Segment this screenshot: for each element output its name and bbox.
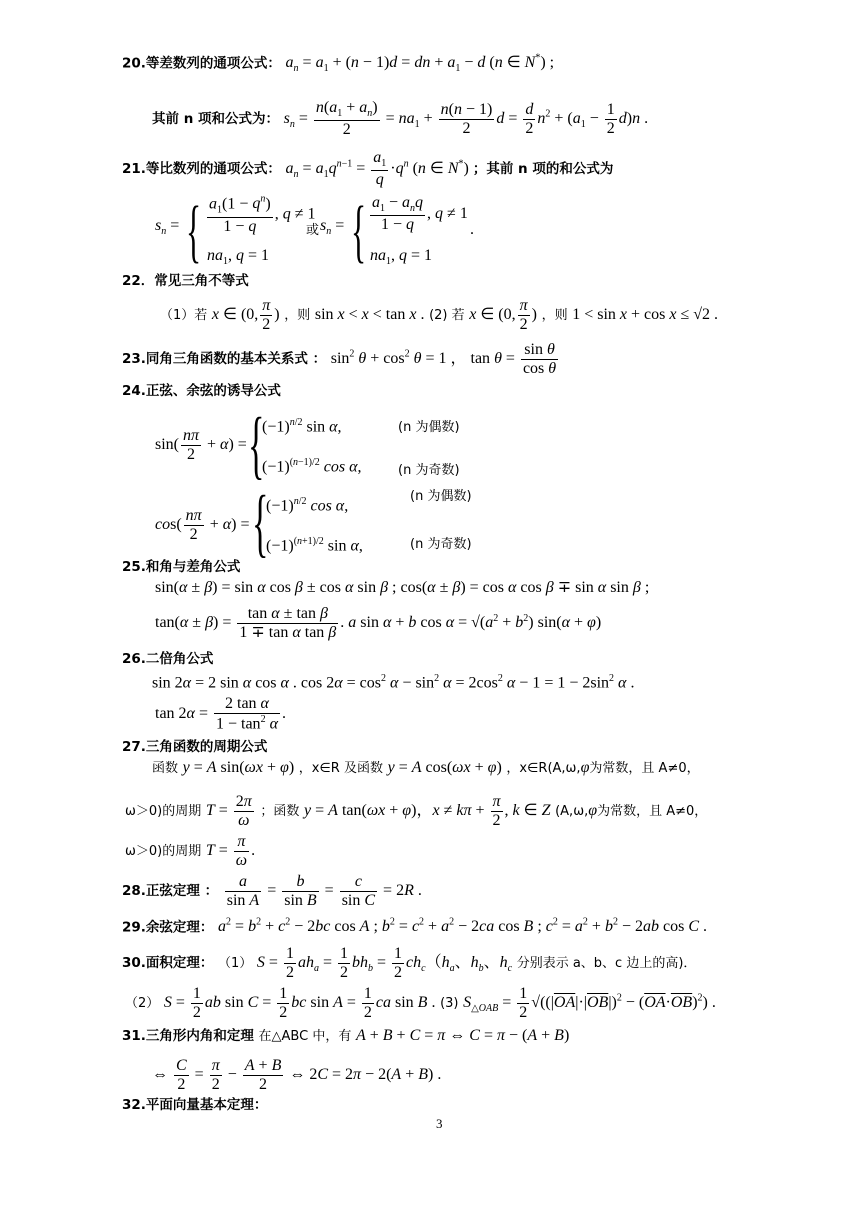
formula-double-angle: sin 2α = 2 sin α cos α . $\cos 2\alpha = \cos^2 \alpha - \sin^2 \alpha = 2\cos^2$ $\alpha - 1 = 1 - 2\sin^2$ α . — [152, 673, 635, 692]
formula-induction-cos: cos( $\frac{n\pi}{2}$ + α) = — [155, 507, 250, 543]
formula-sum-angle-tan: tan(α ± β) = $\frac{\text{tan α ± tan β}}{\text{1 ∓ tan α tan β}}$ . a sin α + b $\cos \alpha = √(a^2 + b^2) \sin(\alpha + \varphi)$ — [155, 605, 602, 641]
cos-odd-case: $(-1)^{(n+1)/2}$ sin α, — [266, 536, 363, 555]
brace-left: { — [252, 481, 269, 565]
item-27-label: 27.三角函数的周期公式 — [122, 739, 268, 755]
item-31-text: 在△ABC 中，有 — [258, 1029, 352, 1044]
formula-induction-sin: sin( $\frac{n\pi}{2}$ + α) = — [155, 427, 247, 463]
item-21-label: 21.等比数列的通项公式： — [122, 160, 281, 177]
item-30: 30.面积定理： （1） S = $\frac{1}{2}$ $ah_a$ = $\frac{1}{2}$ $bh_b$ = $\frac{1}{2}$ $ch_c(h_a$、$h_b$、$h_c$ 分别表示 a、b、c 边上的高)． — [122, 945, 697, 981]
item-28: 28.正弦定理 ： $\frac{a}{\text{sin A}}$ = $\frac{b}{\text{sin B}}$ = $\frac{c}{\text{sin C}}$ = 2R . — [122, 873, 422, 909]
item-22-body: （1）若 x ∈ (0, $\frac{\pi}{2}$ ) ，则 sin x < x < tan x . (2) 若 x ∈ (0, $\frac{\pi}{2}$ ) ，则 1 < sin x + cos x ≤ √2 . — [160, 297, 719, 333]
item-27-line1: 函数 y = A sin(ωx + φ) ，x∈R 及函数 y = A cos(ωx + φ) ，x∈R(A,ω,φ为常数，且 A≠0， — [152, 759, 700, 776]
geo-case-4: $na_1$, q = 1 — [370, 247, 433, 268]
note-even-2: (n 为偶数) — [410, 489, 472, 504]
item-24 — [122, 384, 281, 399]
item-31-label: 31.三角形内角和定理 — [122, 1028, 254, 1044]
period: . — [470, 221, 474, 238]
p3: (3) — [440, 996, 459, 1012]
formula-sum-angle-sin-cos: sin(α ± β) = sin α cos β ± cos α sin β ; cos(α ± β) = cos α cos β ∓ sin α sin β ; — [155, 579, 650, 596]
item-27-line2: ω＞0)的周期 T = $\frac{2\pi}{\omega}$ ；函数 y = A tan(ωx + φ)，x ≠ kπ + $\frac{\pi}{2}$ , k ∈ Z (A,ω,φ为常数，且 A≠0， — [125, 793, 708, 829]
item-32-label: 32.平面向量基本定理： — [122, 1097, 268, 1113]
item-23-label: 23.同角三角函数的基本关系式 ： — [122, 351, 327, 368]
p1: （1） — [218, 956, 253, 972]
formula-arith-general: $a_n = a_1 + (n - 1)d$ = dn + $a_1 - d$ (n ∈ N*) ; — [285, 53, 555, 75]
geo-case-3: $\frac{a_1 - a_nq}{1 - q}$ , q ≠ 1 — [372, 194, 468, 234]
item-22-label: 22．常见三角不等式 — [122, 273, 249, 289]
item-22 — [122, 274, 249, 289]
item-30-label: 30.面积定理： — [122, 955, 214, 972]
item-21-or: 或 — [306, 223, 320, 238]
note: 分别表示 a、b、c 边上的高)． — [516, 956, 697, 972]
t8: 为常数，且 A≠0， — [597, 804, 708, 820]
item-23: 23.同角三角函数的基本关系式 ： $\sin^2 \theta + \cos^2 \theta = 1$ ， tan θ = $\frac{\text{sin θ}}{\text{cos θ}}$ — [122, 341, 557, 377]
t3: ，x∈R(A,ω, — [506, 761, 581, 776]
note-even-1: (n 为偶数) — [398, 420, 460, 435]
item-22-p2b: ，则 — [541, 308, 568, 324]
note-odd-2: (n 为奇数) — [410, 537, 472, 552]
geo-case-1: $\frac{a_1(1 - q^n)}{1 - q}$ , q ≠ 1 — [209, 194, 316, 235]
item-29: 29.余弦定理： $a^2 = b^2 + c^2 - 2bc$ cos A ; $b^2 = c^2 + a^2 - 2ca$ cos B ; $c^2 = a^2 + b^2 - 2ab$ cos C . — [122, 917, 707, 936]
item-20 — [122, 54, 554, 75]
item-25-label: 25.和角与差角公式 — [122, 559, 241, 575]
item-29-label: 29.余弦定理： — [122, 919, 214, 936]
item-24-label: 24.正弦、余弦的诱导公式 — [122, 383, 281, 399]
item-30-line2: （2） S = $\frac{1}{2}$ ab sin C = $\frac{1}{2}$ bc sin A = $\frac{1}{2}$ ca sin B . (3) $S_{\triangle OAB}$ = $\frac{1}{2}$ $√((|\overline{OA}|\cdot|\overline{OB}|)^2 - (\overline{OA}\cdot\overline{OB})^2)$ . — [125, 985, 716, 1021]
item-22-p1: （1）若 — [160, 308, 208, 324]
formula-arith-sum: $s_n$ = $\frac{n(a_1 + a_n)}{2}$ = $na_1$ + $\frac{n(n - 1)}{2}$ d = $\frac{d}{2}$ $n^2 + (a_1$ − $\frac{1}{2}$ d)n . — [283, 99, 649, 139]
item-26-label: 26.二倍角公式 — [122, 651, 214, 667]
cos-even-case: $(-1)^{n/2}$ cos α, — [266, 496, 349, 515]
item-25 — [122, 560, 240, 575]
sin-odd-case: $(-1)^{(n-1)/2}$ cos α, — [262, 457, 362, 476]
brace-left: { — [351, 193, 367, 270]
brace-left: { — [248, 403, 265, 487]
item-31: 31.三角形内角和定理 在△ABC 中，有 A + B + C = π ⇔ C = π − (A + B) — [122, 1027, 570, 1044]
t5: ω＞0)的周期 — [125, 804, 202, 820]
t4: 为常数，且 A≠0， — [589, 761, 700, 776]
item-32 — [122, 1098, 267, 1113]
t1: 函数 — [152, 761, 179, 776]
formula-double-angle-tan: tan 2α = $\frac{\text{2 tan α}}{1 - \tan^2 \alpha}$ . — [155, 695, 286, 733]
t7: (A,ω, — [555, 804, 589, 820]
item-26 — [122, 652, 213, 667]
item-28-label: 28.正弦定理 ： — [122, 883, 219, 900]
item-20-sum-label: 其前 n 项和公式为： — [152, 110, 280, 127]
page-number: 3 — [436, 1116, 443, 1131]
geo-case-2: $na_1$, q = 1 — [207, 247, 270, 268]
brace-left: { — [186, 193, 202, 270]
sin-even-case: $(-1)^{n/2}$ sin α, — [262, 417, 342, 436]
item-21 — [122, 150, 613, 188]
t2: ，x∈R 及函数 — [298, 761, 383, 776]
item-22-p2: (2) 若 — [429, 308, 465, 324]
item-27-line3: ω＞0)的周期 T = $\frac{\pi}{\omega}$ . — [125, 833, 256, 869]
item-21-tail: ；其前 n 项的和公式为 — [472, 160, 614, 177]
t6: ；函数 — [260, 804, 300, 820]
item-22-p1b: ，则 — [284, 308, 311, 324]
item-20-label: 20.等差数列的通项公式： — [122, 55, 281, 72]
formula-angle-sum-2: ⇔ $\frac{C}{2}$ = $\frac{\pi}{2}$ − $\frac{A + B}{2}$ ⇔ 2C = 2π − 2(A + B) . — [152, 1057, 442, 1093]
note-odd-1: (n 为奇数) — [398, 463, 460, 478]
formula-geo-sum-1: $s_n$ = — [155, 217, 180, 238]
item-20-sum — [152, 100, 648, 138]
p2: （2） — [125, 996, 160, 1012]
formula-geo-sum-2: $s_n$ = — [320, 217, 345, 238]
formula-geo-general: $a_n = a_1q^{n-1}$ = $\frac{a_1}{q}$ $\cdot q^n$ (n ∈ N*) — [285, 149, 473, 189]
t9: ω＞0)的周期 — [125, 844, 202, 860]
item-27 — [122, 740, 267, 755]
